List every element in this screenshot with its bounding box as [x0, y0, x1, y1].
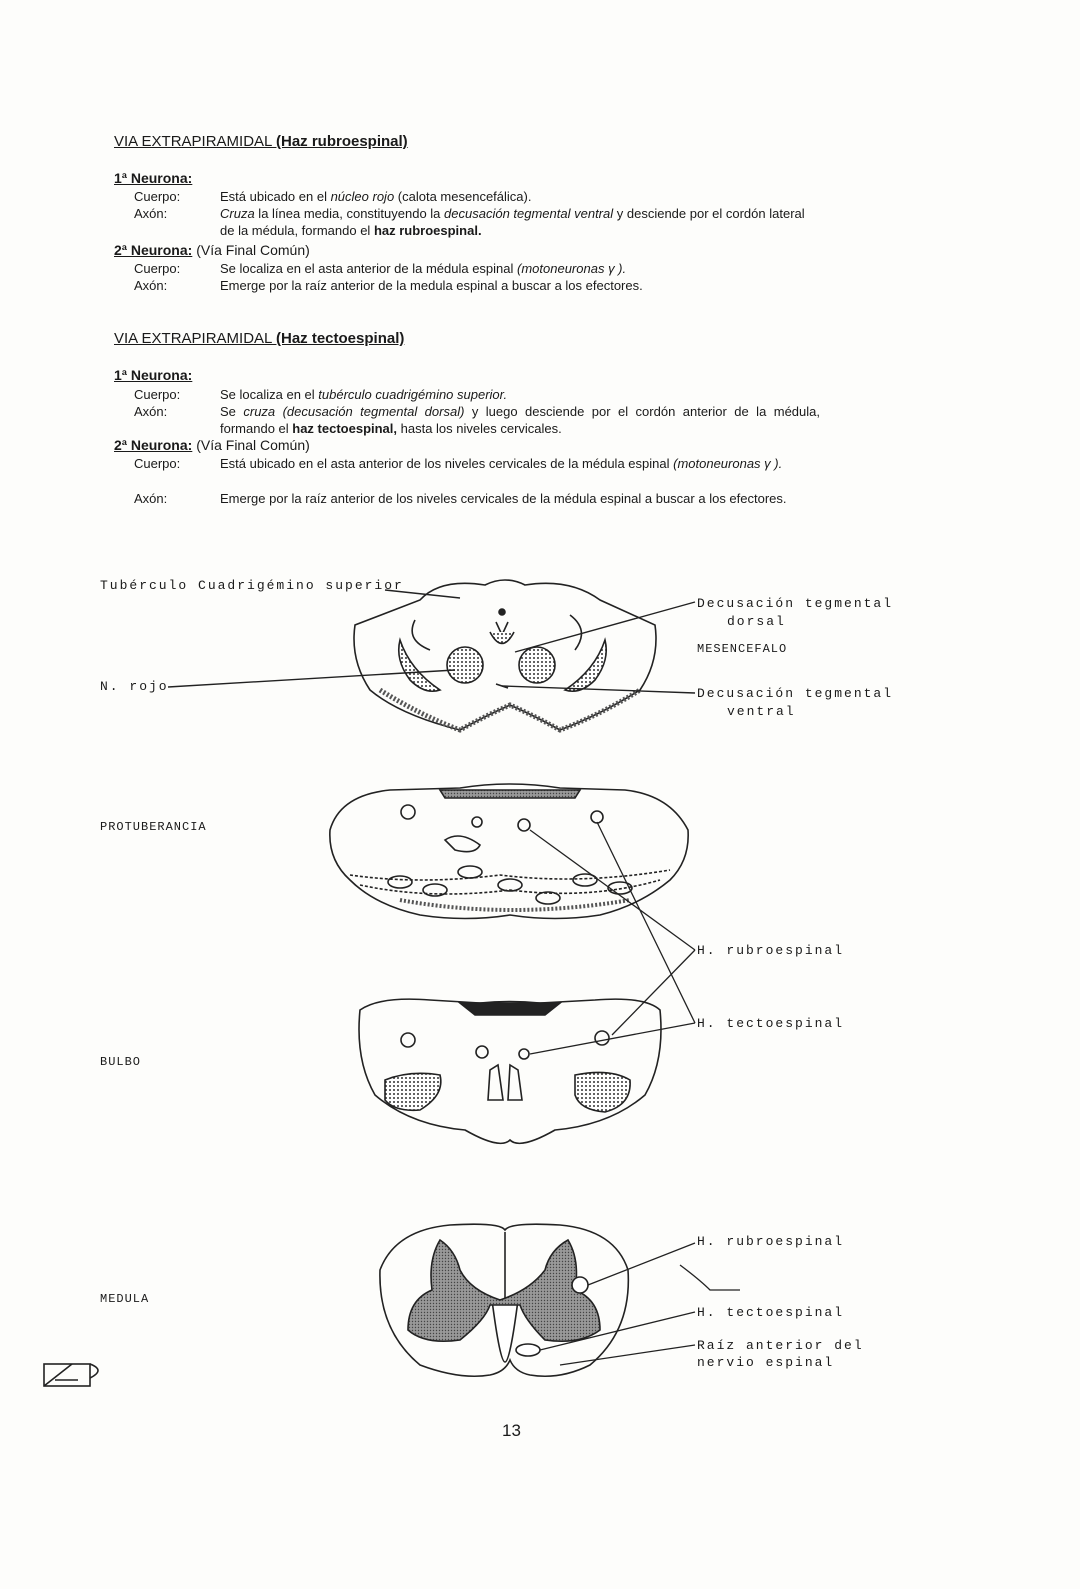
section1-n2-axon-text: Emerge por la raíz anterior de la medula espinal a buscar a los efectores.: [220, 278, 643, 293]
medula-diagram: [380, 1224, 628, 1376]
label-protuberancia: PROTUBERANCIA: [100, 820, 207, 834]
mesencefalo-diagram: [354, 580, 656, 730]
section2-n1-cuerpo-text: Se localiza en el tubérculo cuadrigémino superior.: [220, 387, 508, 402]
section1-title: VIA EXTRAPIRAMIDAL (Haz rubroespinal): [114, 133, 408, 150]
section2-n1-axon-text: Se cruza (decusación tegmental dorsal) y luego desciende por el cordón anterior de la médula, formando el haz tectoespinal, hasta los niveles cervicales.: [220, 404, 820, 436]
section2-n2-axon-label: Axón:: [134, 491, 168, 506]
label-mesencefalo: MESENCEFALO: [697, 642, 788, 656]
label-h-tectoespinal-2: H. tectoespinal: [697, 1305, 845, 1320]
label-n-rojo: N. rojo: [100, 679, 169, 694]
section1-n1-cuerpo-text: Está ubicado en el núcleo rojo (calota mesencefálica).: [220, 189, 532, 204]
label-medula: MEDULA: [100, 1292, 150, 1306]
section1-n1-axon-text: Cruza la línea media, constituyendo la decusación tegmental ventral y desciende por el cordón lateral de la médula, formando el haz rubroespinal.: [220, 206, 805, 238]
section2-neuron1-heading: 1ª Neurona:: [114, 367, 193, 383]
label-h-rubroespinal-2: H. rubroespinal: [697, 1234, 845, 1249]
bulbo-diagram: [359, 999, 661, 1143]
label-raiz-2: nervio espinal: [697, 1355, 835, 1370]
section2-title: VIA EXTRAPIRAMIDAL (Haz tectoespinal): [114, 330, 405, 347]
section1-n2-cuerpo-label: Cuerpo:: [134, 261, 181, 276]
label-dec-dorsal-2: dorsal: [727, 614, 786, 629]
leader-dec-ventral: [502, 686, 695, 693]
section2-n1-cuerpo-label: Cuerpo:: [134, 387, 181, 402]
page-number: 13: [502, 1421, 521, 1440]
section1-n1-axon-label: Axón:: [134, 206, 168, 221]
label-dec-dorsal-1: Decusación tegmental: [697, 596, 894, 611]
logo-mark: [44, 1364, 98, 1386]
label-tuberculo: Tubérculo Cuadrigémino superior: [100, 578, 404, 593]
label-raiz-1: Raíz anterior del: [697, 1338, 864, 1353]
label-h-rubroespinal-1: H. rubroespinal: [697, 943, 845, 958]
section2-neuron2-heading: 2ª Neurona: (Vía Final Común): [114, 437, 310, 453]
label-h-tectoespinal-1: H. tectoespinal: [697, 1016, 845, 1031]
section1-neuron2-heading: 2ª Neurona: (Vía Final Común): [114, 242, 310, 258]
section2-n2-axon-text: Emerge por la raíz anterior de los niveles cervicales de la médula espinal a buscar a los efectores.: [220, 491, 787, 506]
section2-n1-axon-label: Axón:: [134, 404, 168, 419]
section1-n2-cuerpo-text: Se localiza en el asta anterior de la médula espinal (motoneuronas γ ).: [220, 261, 627, 276]
label-bulbo: BULBO: [100, 1055, 142, 1069]
section1-n2-axon-label: Axón:: [134, 278, 168, 293]
section1-neuron1-heading: 1ª Neurona:: [114, 170, 193, 186]
section1-n1-cuerpo-label: Cuerpo:: [134, 189, 181, 204]
section2-n2-cuerpo-text: Está ubicado en el asta anterior de los niveles cervicales de la médula espinal (motoneuronas γ ).: [220, 456, 783, 471]
label-dec-ventral-1: Decusación tegmental: [697, 686, 894, 701]
label-dec-ventral-2: ventral: [727, 704, 796, 719]
section2-n2-cuerpo-label: Cuerpo:: [134, 456, 181, 471]
